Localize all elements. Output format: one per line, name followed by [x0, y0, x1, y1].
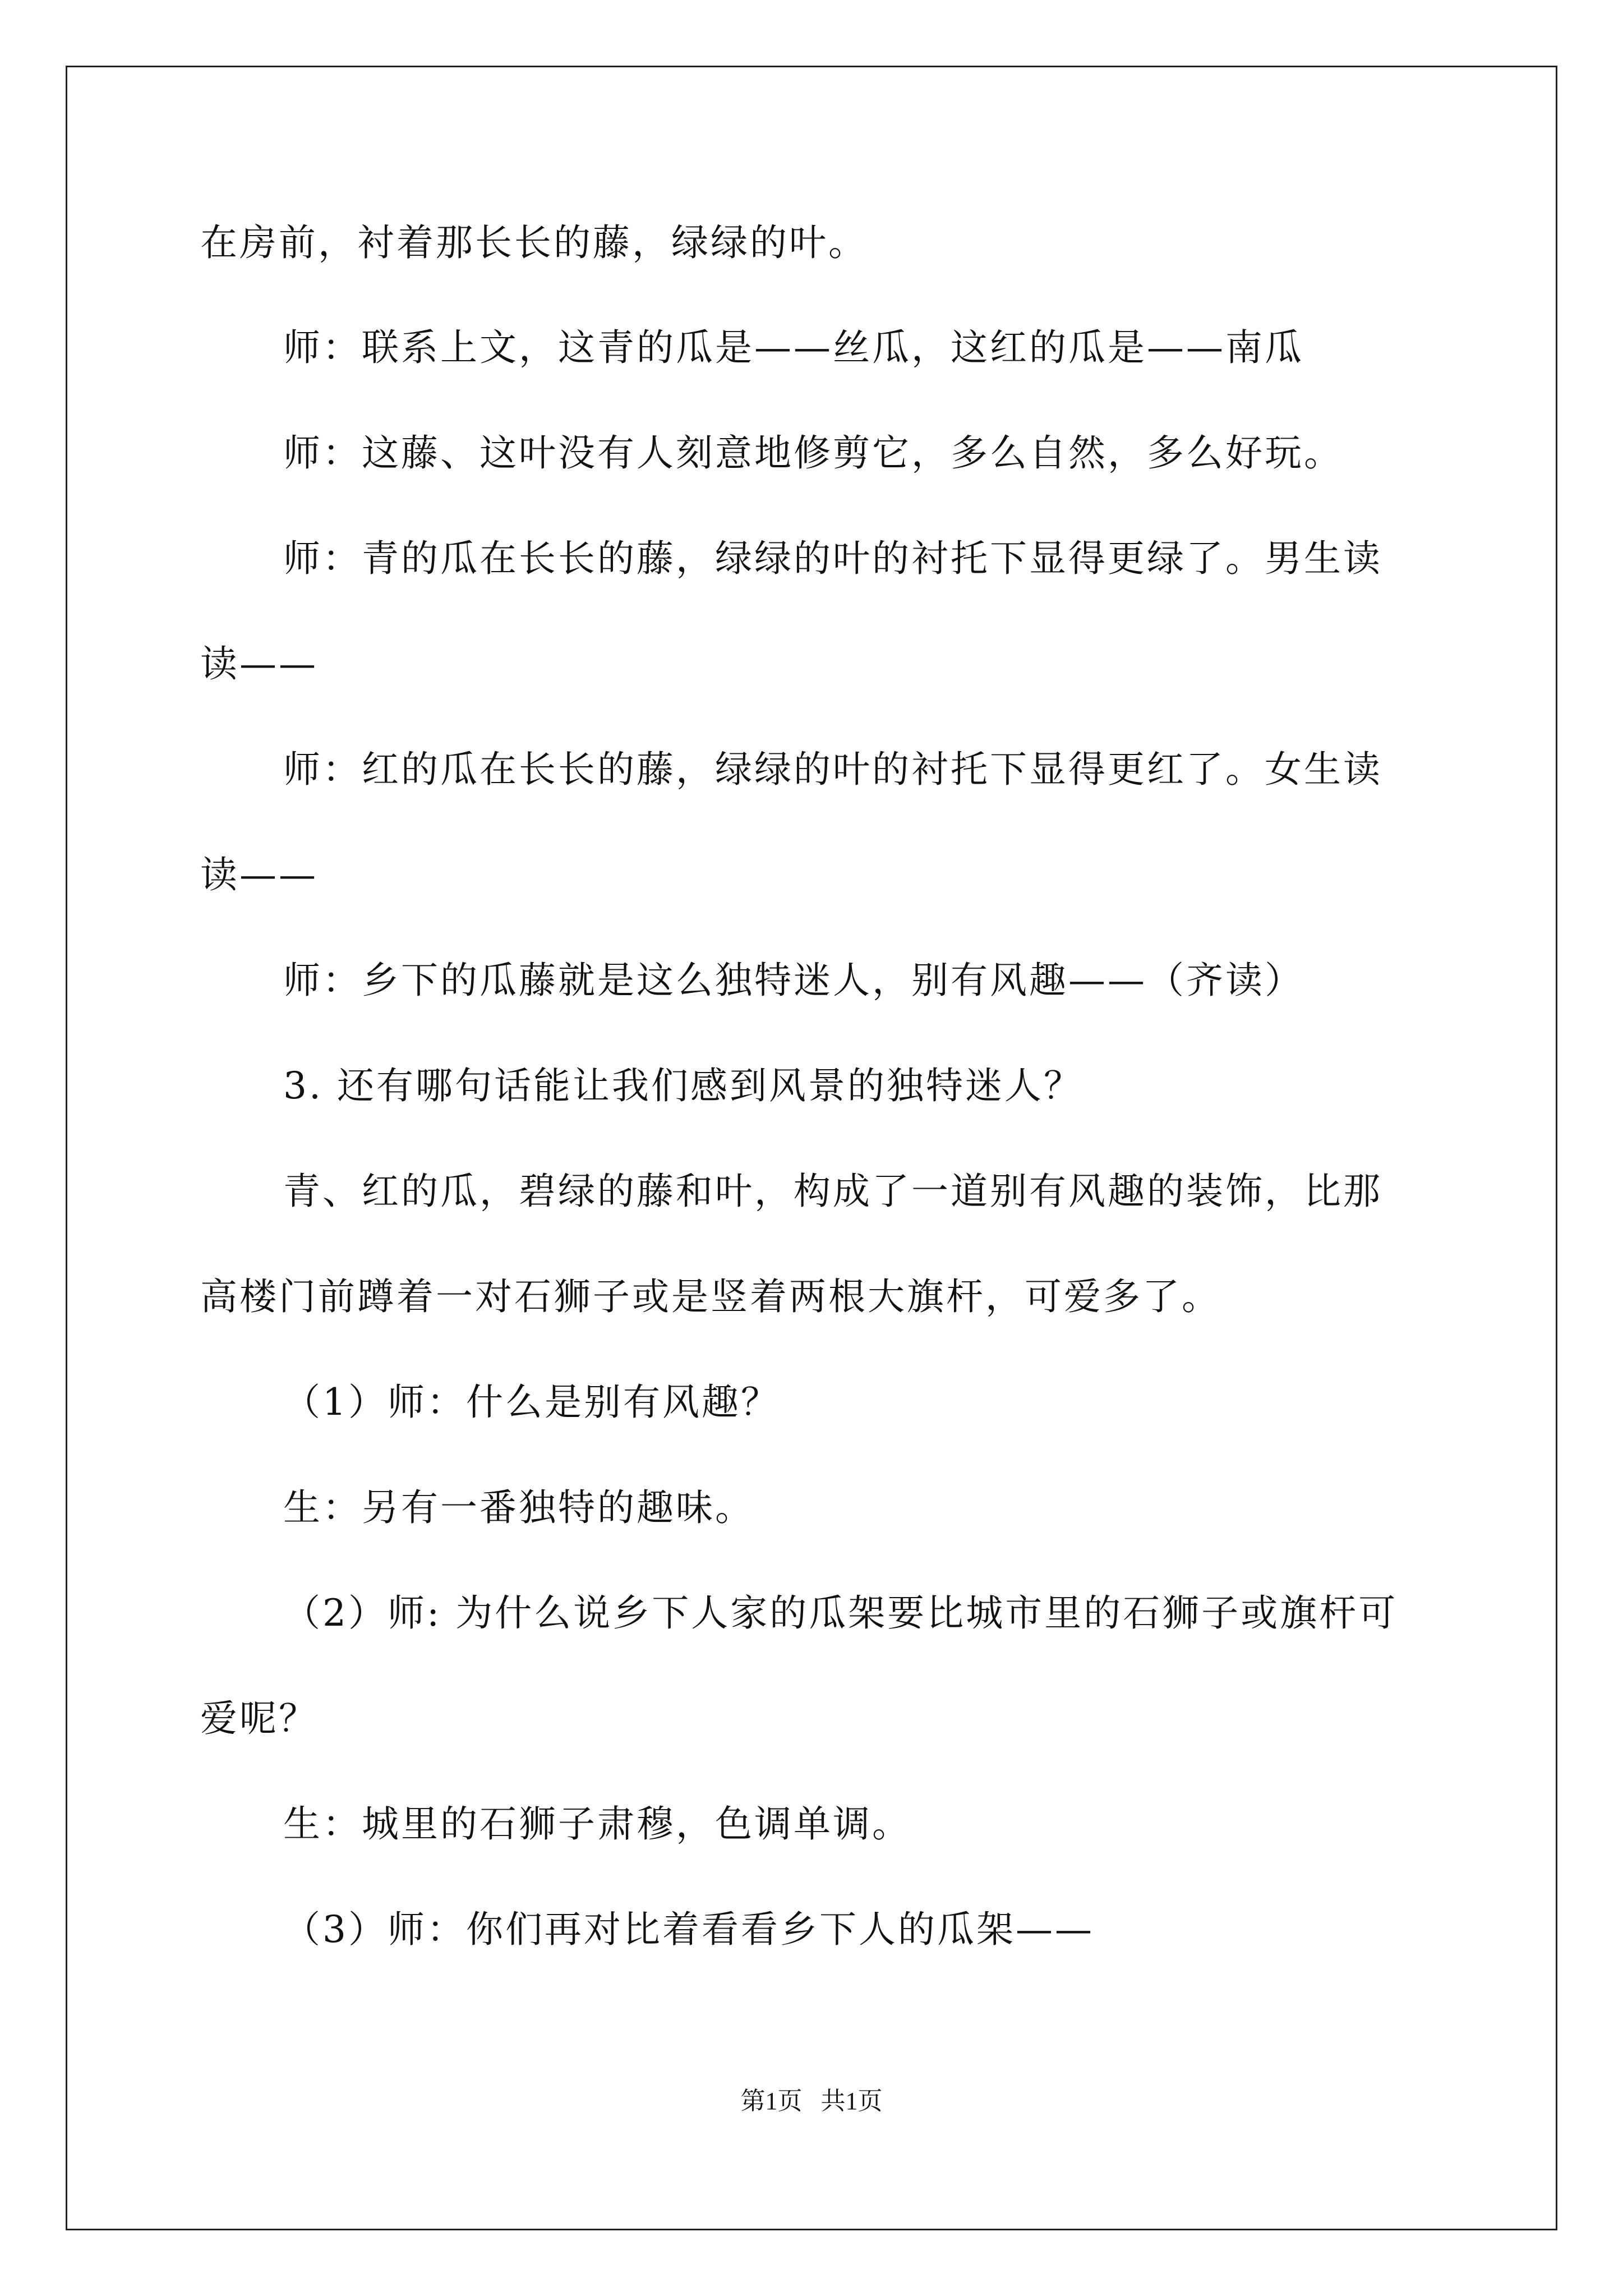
- text-line: 青、红的瓜，碧绿的藤和叶，构成了一道别有风趣的装饰，比那: [283, 1170, 1382, 1213]
- text-line: 生：城里的石狮子肃穆，色调单调。: [283, 1802, 911, 1846]
- text-line: 生：另有一番独特的趣味。: [283, 1486, 754, 1529]
- page-border: [66, 66, 1557, 2230]
- text-line: 师：青的瓜在长长的藤，绿绿的叶的衬托下显得更绿了。男生读: [283, 537, 1382, 580]
- text-line: 读——: [200, 642, 318, 685]
- text-line: 在房前，衬着那长长的藤，绿绿的叶。: [200, 221, 868, 264]
- text-line: 爱呢？: [200, 1697, 318, 1740]
- text-line: （1）师：什么是别有风趣？: [283, 1381, 780, 1424]
- text-line: （2）师: 为什么说乡下人家的瓜架要比城市里的石狮子或旗杆可: [283, 1591, 1398, 1635]
- text-line: 读——: [200, 853, 318, 896]
- text-line: 师：这藤、这叶没有人刻意地修剪它，多么自然，多么好玩。: [283, 431, 1343, 475]
- text-line: （3）师：你们再对比着看看乡下人的瓜架——: [283, 1908, 1094, 1951]
- page-number-footer: 第1页 共1页: [740, 2087, 883, 2115]
- text-line: 师：联系上文，这青的瓜是——丝瓜，这红的瓜是——南瓜: [283, 326, 1304, 369]
- text-line: 师：乡下的瓜藤就是这么独特迷人，别有风趣——（齐读）: [283, 959, 1304, 1002]
- text-line: 高楼门前蹲着一对石狮子或是竖着两根大旗杆，可爱多了。: [200, 1275, 1221, 1318]
- text-line: 师：红的瓜在长长的藤，绿绿的叶的衬托下显得更红了。女生读: [283, 748, 1382, 791]
- text-line: 3. 还有哪句话能让我们感到风景的独特迷人？: [283, 1064, 1083, 1107]
